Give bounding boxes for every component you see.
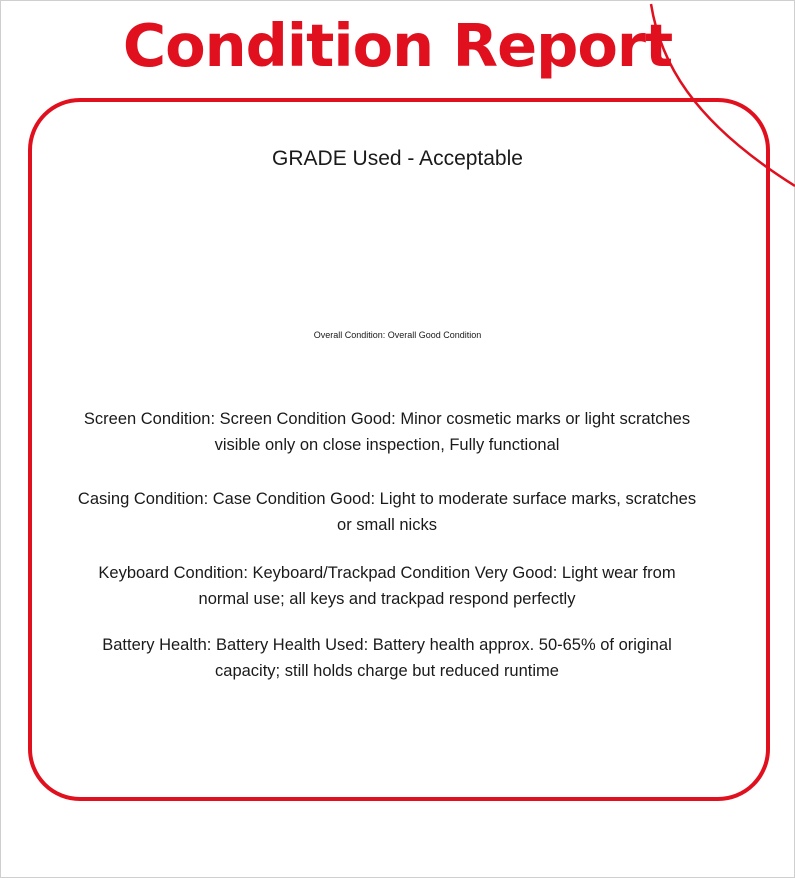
grade-label: GRADE Used - Acceptable [272,147,523,170]
battery-health: Battery Health: Battery Health Used: Battery health approx. 50-65% of original capacity; still holds charge but reduced runtime [102,636,672,680]
report-title: Condition Report [122,11,673,80]
keyboard-condition: Keyboard Condition: Keyboard/Trackpad Condition Very Good: Light wear from normal use; all keys and trackpad respond perfectly [98,564,676,608]
casing-condition: Casing Condition: Case Condition Good: Light to moderate surface marks, scratches or small nicks [77,490,697,534]
overall-condition: Overall Condition: Overall Good Condition [313,330,482,340]
screen-condition: Screen Condition: Screen Condition Good: Minor cosmetic marks or light scratches visible only on close inspection, Fully functional [83,410,691,454]
